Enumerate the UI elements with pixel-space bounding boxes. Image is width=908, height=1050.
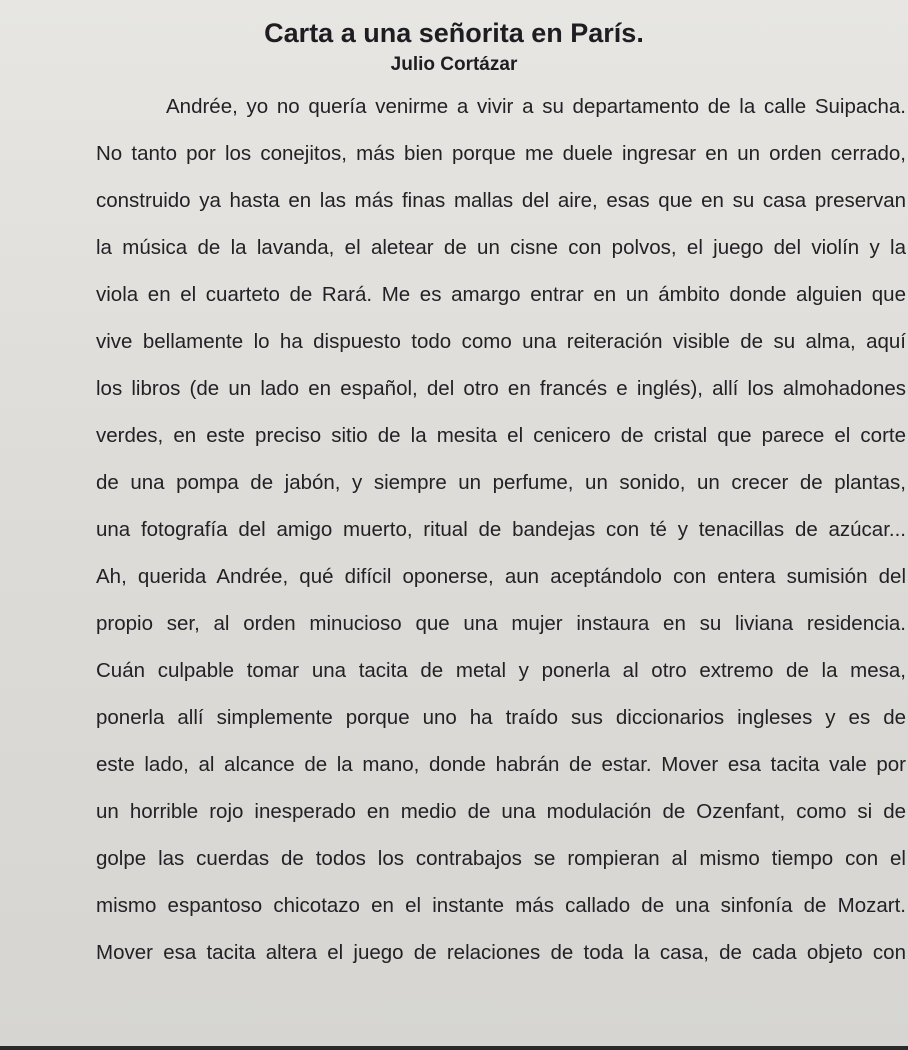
text-line: Andrée, yo no quería venirme a vivir a su departamento de la calle Suipacha.	[166, 95, 906, 118]
text-line: los libros (de un lado en español, del otro en francés e inglés), allí los almohadones	[96, 377, 906, 400]
text-line: viola en el cuarteto de Rará. Me es amargo entrar en un ámbito donde alguien que	[96, 283, 906, 306]
text-line: construido ya hasta en las más finas mallas del aire, esas que en su casa preservan	[96, 189, 906, 212]
text-line: vive bellamente lo ha dispuesto todo como una reiteración visible de su alma, aquí	[96, 330, 906, 353]
text-line: de una pompa de jabón, y siempre un perfume, un sonido, un crecer de plantas,	[96, 471, 906, 494]
text-line: propio ser, al orden minucioso que una mujer instaura en su liviana residencia.	[96, 612, 906, 635]
text-line: No tanto por los conejitos, más bien porque me duele ingresar en un orden cerrado,	[96, 142, 906, 165]
page-bottom-edge	[0, 1046, 908, 1050]
document-author: Julio Cortázar	[390, 54, 518, 75]
text-line: mismo espantoso chicotazo en el instante más callado de una sinfonía de Mozart.	[96, 894, 906, 917]
text-line: este lado, al alcance de la mano, donde habrán de estar. Mover esa tacita vale por	[96, 753, 906, 776]
document-title: Carta a una señorita en París.	[264, 18, 644, 48]
text-line: verdes, en este preciso sitio de la mesita el cenicero de cristal que parece el corte	[96, 424, 906, 447]
text-line: la música de la lavanda, el aletear de un cisne con polvos, el juego del violín y la	[96, 236, 906, 259]
body-text	[96, 90, 906, 983]
text-line: un horrible rojo inesperado en medio de una modulación de Ozenfant, como si de	[96, 800, 906, 823]
text-line: Cuán culpable tomar una tacita de metal y ponerla al otro extremo de la mesa,	[96, 659, 906, 682]
text-line: Ah, querida Andrée, qué difícil oponerse, aun aceptándolo con entera sumisión del	[96, 565, 906, 588]
text-line: golpe las cuerdas de todos los contrabajos se rompieran al mismo tiempo con el	[96, 847, 906, 870]
text-line: una fotografía del amigo muerto, ritual de bandejas con té y tenacillas de azúcar...	[96, 518, 906, 541]
text-line: ponerla allí simplemente porque uno ha traído sus diccionarios ingleses y es de	[96, 706, 906, 729]
text-line: Mover esa tacita altera el juego de relaciones de toda la casa, de cada objeto con	[96, 941, 906, 964]
